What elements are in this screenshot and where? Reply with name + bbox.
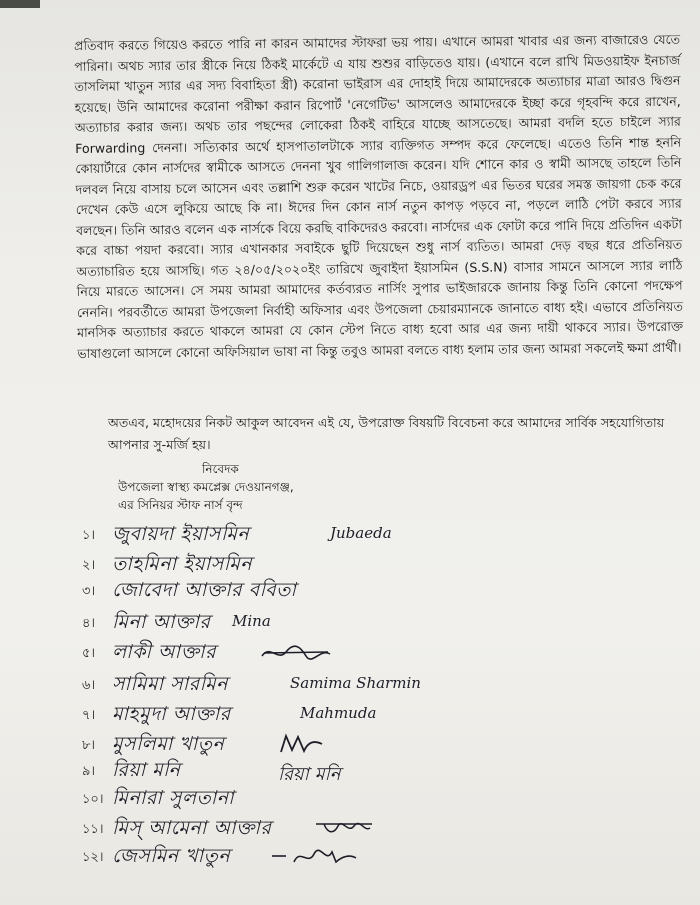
signature-bengali: রিয়া মনি — [112, 759, 181, 781]
signature-number: ৬। — [82, 678, 96, 693]
signature-number: ৩। — [82, 584, 96, 599]
signature-number: ১। — [82, 528, 96, 543]
scribble-signature — [260, 642, 332, 664]
signature-row — [82, 842, 682, 876]
signature-bengali: মিস্‌ আমেনা আক্তার — [112, 817, 272, 839]
letter-paragraph: প্রতিবাদ করতে গিয়েও করতে পারি না কারন আমাদের স্টাফরা ভয় পায়। এখানে আমরা খাবার এর জন্য বাজারেও যেতে পারিনা। অথচ স্যার তার স্ত্রীকে নিয়ে ঠিকই মার্কেটে এ যায় শুশুর বাড়িতেও যায়। (এখানে বলে রাখি মিডওয়াইফ ইনচার্জ তাসলিমা খাতুন স্যার এর সদ্য বিবাহিতা স্ত্রী) করোনা ভাইরাস এর দোহাই দিয়ে আমাদেরকে অত্যাচার মাত্রা আরও দ্বিগুন হয়েছে। উনি আমাদের করোনা পরীক্ষা করান রিপোর্ট 'নেগেটিভ' আসলেও আমাদেরকে ইচ্ছা করে গৃহবন্দি করে রাখেন, অত্যাচার করার জন্য। অথচ তার পছন্দের লোকেরা ঠিকই বাহিরে যাচ্ছে আসতেছে। আমরা বদলি হতে চাইলে স্যার Forwarding দেননা। সত্যিকার অর্থে হাসপাতালটাকে স্যার ব্যক্তিগত সম্পদ করে ফেলেছে। এতেও তিনি শান্ত হননি কোয়ার্টারে কোন নার্সদের স্বামীকে আসতে দেননা খুব গালিগালাজ করেন। যদি শোনে কার ও স্বামী আসছে তাহলে তিনি দলবল নিয়ে বাসায় চলে আসেন এবং তল্লাশি শুরু করেন খাটের নিচে, ওয়ারড্রপ এর ভিতর ঘরের সমস্ত জায়গা চেক করে দেখেন কেউ এসে লুকিয়ে আছে কি না। ঈদের দিন কোন নার্স নতুন কাপড় পড়বে না, পড়লে লাঠি পেটা করবে স্যার বলছেন। তিনি আরও বলেন এক নার্সকে বিয়ে করছি বাকিদেরও করবো। নার্সদের এক ফোটা করে পানি দিয়ে প্রতিদিন একটা করে বাচ্চা পয়দা করবো। স্যার এখানকার সবাইকে ছুটি দিয়েছেন শুধু নার্স ব্যতিত। আমরা দেড় বছর ধরে প্রতিনিয়ত অত্যাচারিত হয়ে আসছি। গত ২৪/০৫/২০২০ইং তারিখে জুবাইদা ইয়াসমিন (S.S.N) বাসার সামনে আসলে স্যার লাঠি নিয়ে মারতে আসেন। সে সময় আমরা আমাদের কর্তব্যরত নার্সিং সুপার ভাইজারকে জানায় কিন্তু তিনি কোনো পদক্ষেপ নেননি। পরবর্তীতে আমরা উপজেলা নির্বাহী অফিসার এবং উপজেলা চেয়ারম্যানকে জানাতে বাধ্য হই। এভাবে প্রতিনিয়ত মানসিক অত্যাচার করতে থাকলে আমরা যে কোন স্টেপ নিতে বাধ্য হবো আর এর জন্য দায়ী থাকবে স্যার। উপরোক্ত ভাষাগুলো আসলে কোনো অফিসিয়াল ভাষা না কিন্তু তবুও আমরা বলতে বাধ্য হলাম তার জন্য আমরা সকলেই ক্ষমা প্রার্থী। — [74, 31, 684, 361]
signature-row — [82, 784, 682, 818]
signature-row — [82, 576, 682, 610]
signature-number: ১২। — [82, 850, 104, 865]
signer-block — [118, 460, 294, 514]
signature-latin: রিয়া মনি — [278, 764, 341, 785]
signature-number: ৯। — [82, 764, 96, 779]
signature-latin: Mahmuda — [300, 704, 377, 722]
signature-bengali: মুসলিমা খাতুন — [112, 733, 225, 755]
signature-number: ৭। — [82, 708, 96, 723]
signature-bengali: জোবেদা আক্তার ববিতা — [112, 579, 297, 601]
letter-closing: অতএব, মহোদয়ের নিকট আকুল আবেদন এই যে, উপরোক্ত বিষয়টি বিবেচনা করে আমাদের সার্বিক সহযোগিতায় আপনার সু-মর্জি হয়। — [108, 415, 665, 452]
signature-latin: Jubaeda — [330, 524, 392, 542]
signature-number: ৫। — [82, 646, 96, 661]
signature-bengali: তাহমিনা ইয়াসমিন — [112, 553, 253, 575]
signature-number: ২। — [82, 558, 96, 573]
signature-latin: Samima Sharmin — [290, 674, 421, 692]
scribble-signature — [270, 846, 360, 868]
signature-bengali: জুবায়দা ইয়াসমিন — [112, 523, 250, 545]
signer-title: নিবেদক — [202, 462, 239, 476]
signature-latin: Mina — [232, 612, 271, 630]
signature-row — [82, 700, 682, 734]
signature-row — [82, 638, 682, 672]
signer-group: এর সিনিয়র স্টাফ নার্স বৃন্দ — [118, 498, 243, 512]
signature-number: ৮। — [82, 738, 96, 753]
signature-bengali: মিনা আক্তার — [112, 611, 211, 633]
signature-row — [82, 608, 682, 642]
signature-bengali: লাকী আক্তার — [112, 641, 217, 663]
signature-row — [82, 670, 682, 704]
scribble-signature — [278, 732, 326, 756]
signature-bengali: মিনারা সুলতানা — [112, 787, 235, 809]
signature-bengali: মাহমুদা আক্তার — [112, 703, 231, 725]
photo-corner — [0, 0, 40, 8]
letter-body — [74, 30, 683, 364]
signature-number: ৪। — [82, 616, 96, 631]
signature-number: ১০। — [82, 792, 104, 807]
signer-org: উপজেলা স্বাস্থ্য কমপ্লেক্স দেওয়ানগঞ্জ, — [118, 480, 294, 494]
scribble-signature — [314, 818, 374, 838]
signature-bengali: সামিমা সারমিন — [112, 673, 228, 695]
signature-number: ১১। — [82, 822, 104, 837]
signature-bengali: জেসমিন খাতুন — [112, 845, 231, 867]
signature-row — [82, 520, 682, 554]
